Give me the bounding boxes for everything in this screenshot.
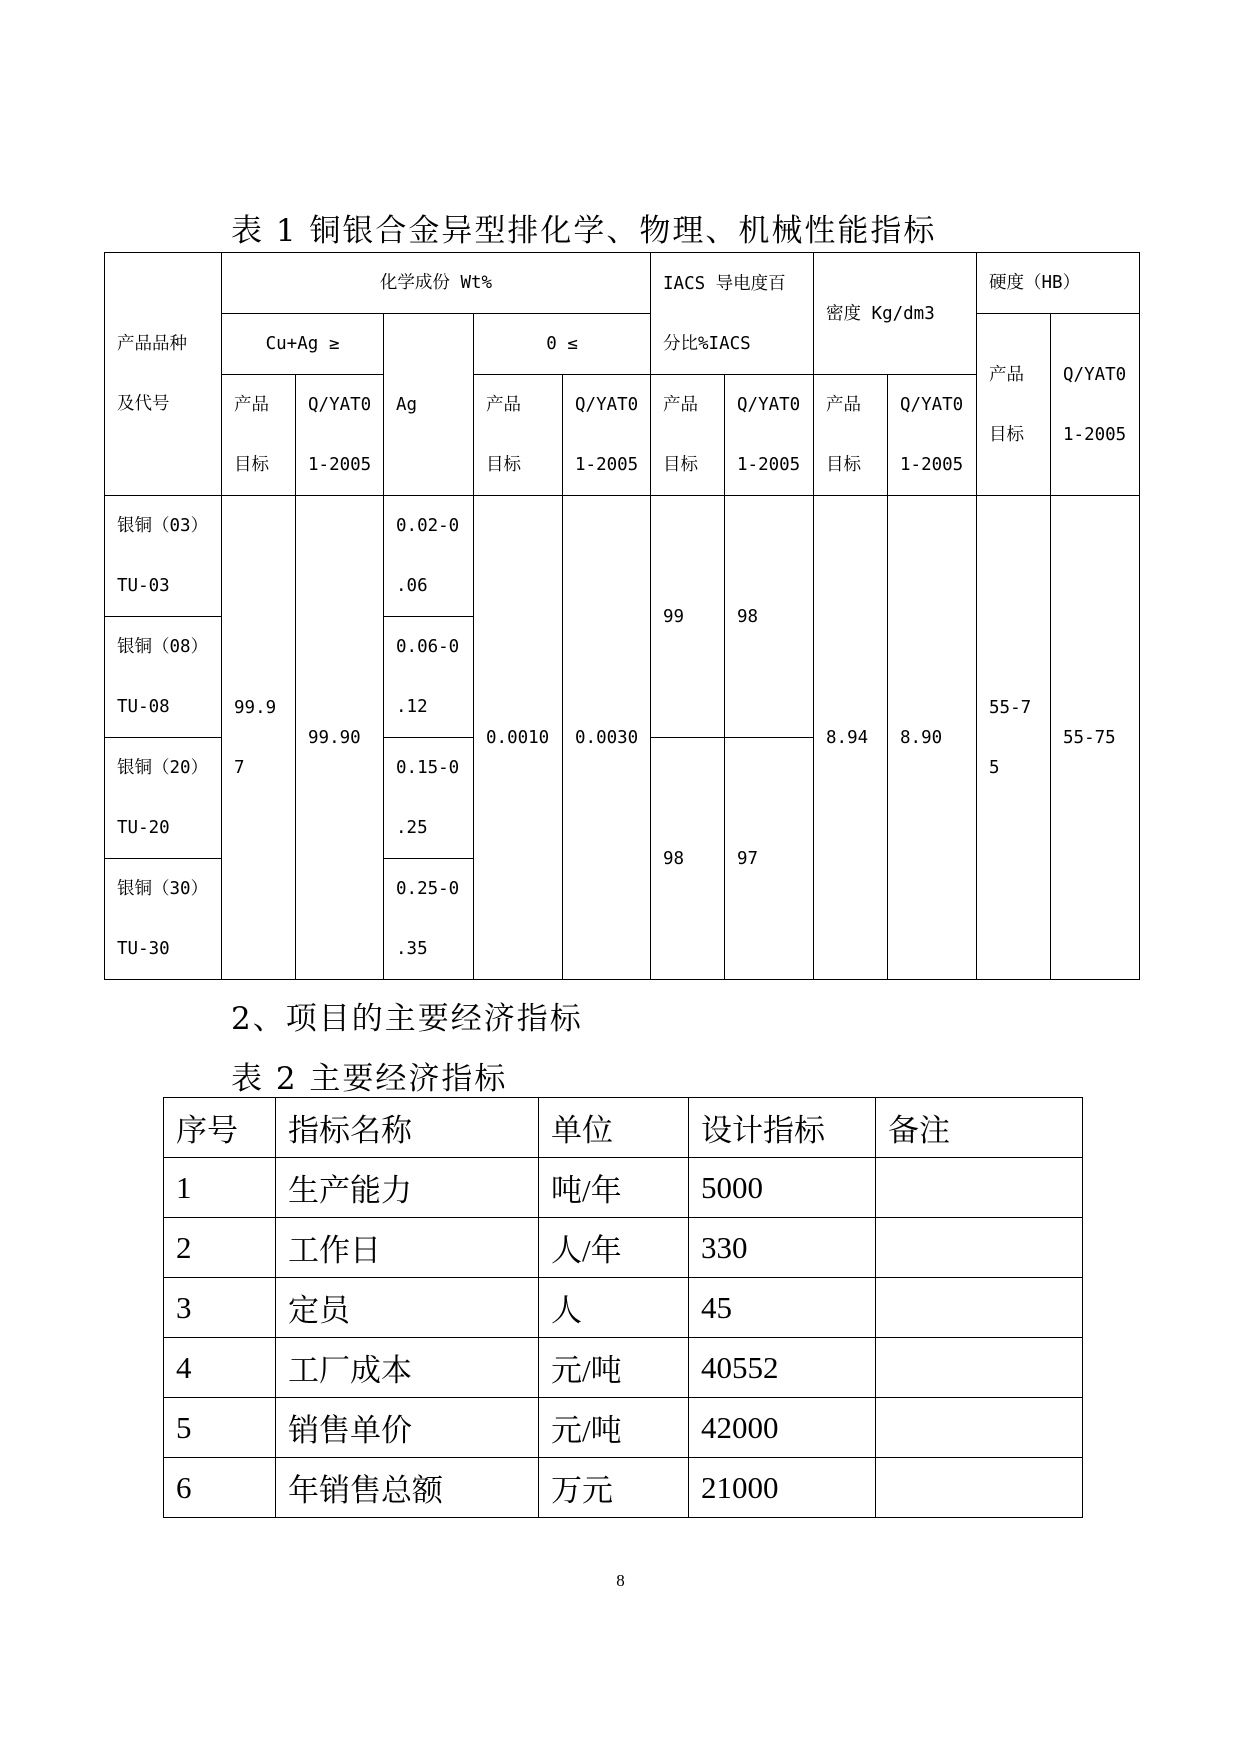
table-cell <box>876 1338 1083 1398</box>
column-header: 指标名称 <box>276 1098 539 1158</box>
header-iacs-target: 产品 目标 <box>651 375 725 496</box>
table-cell: 5 <box>164 1398 276 1458</box>
table2-title: 表 2 主要经济指标 <box>231 1061 508 1097</box>
hardness-standard-value: 55-75 <box>1051 496 1140 980</box>
table-cell: 工作日 <box>276 1218 539 1278</box>
table-cell: 1 <box>164 1158 276 1218</box>
cuag-target-value: 99.9 7 <box>222 496 296 980</box>
o-standard-value: 0.0030 <box>563 496 651 980</box>
column-header: 备注 <box>876 1098 1083 1158</box>
header-density-standard: Q/YAT0 1-2005 <box>888 375 977 496</box>
table-cell: 2 <box>164 1218 276 1278</box>
table-cell: 工厂成本 <box>276 1338 539 1398</box>
header-chem: 化学成份 Wt% <box>222 253 651 314</box>
table-row <box>164 1398 1083 1458</box>
table-cell: 5000 <box>689 1158 876 1218</box>
header-o-target: 产品 目标 <box>474 375 563 496</box>
table-cell: 定员 <box>276 1278 539 1338</box>
table-header-row <box>164 1098 1083 1158</box>
table-cell: 4 <box>164 1338 276 1398</box>
ag-range: 0.06-0 .12 <box>384 617 474 738</box>
table-cell <box>876 1398 1083 1458</box>
table-row <box>164 1338 1083 1398</box>
table-cell: 330 <box>689 1218 876 1278</box>
column-header: 设计指标 <box>689 1098 876 1158</box>
table-cell: 吨/年 <box>539 1158 689 1218</box>
column-header: 序号 <box>164 1098 276 1158</box>
row-product-name: 银铜（20） TU-20 <box>105 738 222 859</box>
table-cell: 生产能力 <box>276 1158 539 1218</box>
iacs-standard-value: 98 <box>725 496 814 738</box>
table-cell <box>876 1218 1083 1278</box>
ag-range: 0.15-0 .25 <box>384 738 474 859</box>
table-cell <box>876 1158 1083 1218</box>
iacs-target-value: 99 <box>651 496 725 738</box>
header-iacs: IACS 导电度百 分比%IACS <box>651 253 814 375</box>
table-row <box>164 1278 1083 1338</box>
table-cell: 3 <box>164 1278 276 1338</box>
table-cell: 21000 <box>689 1458 876 1518</box>
ag-range: 0.25-0 .35 <box>384 859 474 980</box>
table-cell: 42000 <box>689 1398 876 1458</box>
table-cell: 万元 <box>539 1458 689 1518</box>
header-ag: Ag <box>384 314 474 496</box>
header-cuag-standard: Q/YAT0 1-2005 <box>296 375 384 496</box>
hardness-target-value: 55-7 5 <box>977 496 1051 980</box>
o-target-value: 0.0010 <box>474 496 563 980</box>
table1-title: 表 1 铜银合金异型排化学、物理、机械性能指标 <box>231 213 937 249</box>
section-heading: 2、项目的主要经济指标 <box>231 1001 583 1037</box>
cuag-standard-value: 99.90 <box>296 496 384 980</box>
header-hardness-standard: Q/YAT0 1-2005 <box>1051 314 1140 496</box>
table-cell: 人/年 <box>539 1218 689 1278</box>
table-cell <box>876 1458 1083 1518</box>
density-target-value: 8.94 <box>814 496 888 980</box>
header-hardness-target: 产品 目标 <box>977 314 1051 496</box>
table-cell <box>876 1278 1083 1338</box>
table-row <box>164 1158 1083 1218</box>
row-product-name: 银铜（08） TU-08 <box>105 617 222 738</box>
table-cell: 销售单价 <box>276 1398 539 1458</box>
table-cell: 45 <box>689 1278 876 1338</box>
table-row <box>164 1218 1083 1278</box>
table-cell: 6 <box>164 1458 276 1518</box>
header-o-standard: Q/YAT0 1-2005 <box>563 375 651 496</box>
page-number: 8 <box>616 1571 625 1590</box>
table-cell: 年销售总额 <box>276 1458 539 1518</box>
iacs-target-value: 98 <box>651 738 725 980</box>
table-cell: 元/吨 <box>539 1398 689 1458</box>
header-density-target: 产品 目标 <box>814 375 888 496</box>
iacs-standard-value: 97 <box>725 738 814 980</box>
table-cell: 人 <box>539 1278 689 1338</box>
row-product-name: 银铜（30） TU-30 <box>105 859 222 980</box>
ag-range: 0.02-0 .06 <box>384 496 474 617</box>
header-cuag: Cu+Ag ≥ <box>222 314 384 375</box>
row-product-name: 银铜（03） TU-03 <box>105 496 222 617</box>
header-o: 0 ≤ <box>474 314 651 375</box>
table-cell: 元/吨 <box>539 1338 689 1398</box>
header-hardness: 硬度（HB） <box>977 253 1140 314</box>
header-product: 产品品种 及代号 <box>105 253 222 496</box>
header-density: 密度 Kg/dm3 <box>814 253 977 375</box>
performance-table <box>104 252 1140 980</box>
table-cell: 40552 <box>689 1338 876 1398</box>
header-iacs-standard: Q/YAT0 1-2005 <box>725 375 814 496</box>
density-standard-value: 8.90 <box>888 496 977 980</box>
table-row <box>164 1458 1083 1518</box>
header-cuag-target: 产品 目标 <box>222 375 296 496</box>
economic-table <box>163 1097 1083 1518</box>
column-header: 单位 <box>539 1098 689 1158</box>
